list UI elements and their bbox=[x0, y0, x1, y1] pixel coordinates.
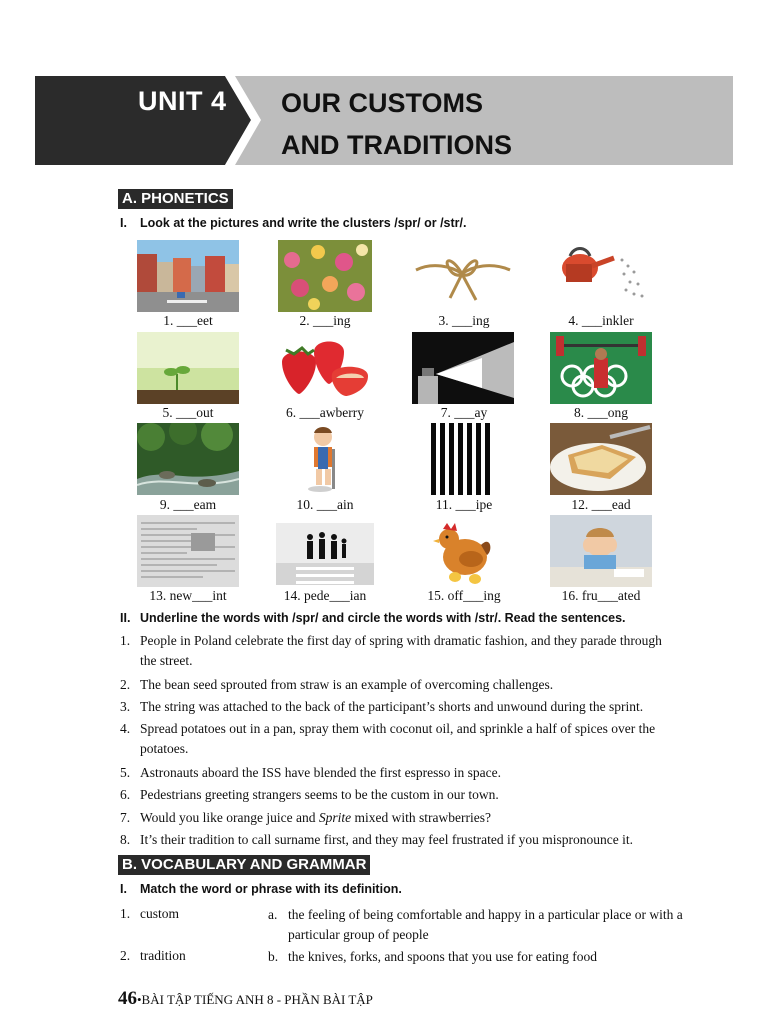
page-number: 46 bbox=[118, 988, 137, 1009]
picture-stream bbox=[137, 423, 239, 495]
picture-newsprint bbox=[137, 515, 239, 587]
picture-spring-flowers bbox=[278, 240, 380, 312]
picture-strawberry bbox=[272, 334, 374, 406]
caption-9: 9. ___eam bbox=[159, 497, 217, 512]
sentence-item: 2. The bean seed sprouted from straw is an example of overcoming challenges. bbox=[120, 677, 554, 692]
sentence-item: 3. The string was attached to the back of the participant’s shorts and unwound during the sprint. bbox=[120, 699, 644, 714]
caption-10: 10. ___ain bbox=[296, 497, 354, 512]
picture-sprout bbox=[137, 332, 239, 404]
picture-offspring-hen bbox=[433, 515, 535, 587]
picture-stripe bbox=[429, 423, 531, 495]
exercise-a2-instruction: II. Underline the words with /spr/ and circle the words with /str/. Read the sentences. bbox=[120, 611, 626, 625]
unit-title-line1: OUR CUSTOMS bbox=[281, 88, 484, 118]
picture-sprinkler bbox=[552, 240, 654, 312]
caption-14: 14. pede___ian bbox=[283, 588, 367, 603]
book-title: •BÀI TẬP TIẾNG ANH 8 - PHẦN BÀI TẬP bbox=[137, 992, 373, 1007]
sentence-item: 7. Would you like orange juice and Sprite mixed with strawberries? bbox=[120, 810, 491, 825]
exercise-a1-instruction: I. Look at the pictures and write the clusters /spr/ or /str/. bbox=[120, 216, 467, 230]
caption-4: 4. ___inkler bbox=[568, 313, 634, 328]
page-footer bbox=[118, 988, 373, 1010]
caption-15: 15. off___ing bbox=[427, 588, 501, 603]
sentence-item: 5. Astronauts aboard the ISS have blended the first espresso in space. bbox=[120, 765, 502, 780]
section-a-header: A. PHONETICS bbox=[118, 189, 233, 209]
picture-spray bbox=[412, 332, 514, 404]
match-word: 1. custom bbox=[120, 906, 179, 921]
picture-frustrated-child bbox=[550, 515, 652, 587]
caption-5: 5. ___out bbox=[162, 405, 214, 420]
caption-2: 2. ___ing bbox=[299, 313, 351, 328]
caption-1: 1. ___eet bbox=[163, 313, 213, 328]
section-b-header: B. VOCABULARY AND GRAMMAR bbox=[118, 855, 370, 875]
unit-title bbox=[281, 82, 512, 166]
caption-13: 13. new___int bbox=[149, 588, 227, 603]
caption-8: 8. ___ong bbox=[574, 405, 628, 420]
caption-16: 16. fru___ated bbox=[561, 588, 641, 603]
picture-pedestrian bbox=[276, 523, 378, 595]
exercise-b1-instruction: I. Match the word or phrase with its definition. bbox=[120, 882, 402, 896]
picture-string bbox=[412, 248, 514, 320]
match-definition: b. the knives, forks, and spoons that you use for eating food bbox=[268, 949, 597, 964]
match-word: 2. tradition bbox=[120, 948, 186, 963]
picture-spread bbox=[550, 423, 652, 495]
sentence-item: 4. Spread potatoes out in a pan, spray them with coconut oil, and sprinkle a half of spices over the potatoes. bbox=[120, 721, 656, 756]
caption-6: 6. ___awberry bbox=[286, 405, 364, 420]
picture-street bbox=[137, 240, 239, 312]
unit-title-line2: AND TRADITIONS bbox=[281, 130, 512, 160]
sentence-item: 6. Pedestrians greeting strangers seems to be the custom in our town. bbox=[120, 787, 499, 802]
picture-strong bbox=[550, 332, 652, 404]
caption-3: 3. ___ing bbox=[438, 313, 490, 328]
sentence-item: 8. It’s their tradition to call surname first, and they may feel frustrated if you mispronounce it. bbox=[120, 832, 633, 847]
caption-7: 7. ___ay bbox=[440, 405, 488, 420]
caption-11: 11. ___ipe bbox=[435, 497, 493, 512]
sentence-item: 1. People in Poland celebrate the first day of spring with dramatic fashion, and they parade through the street. bbox=[120, 633, 662, 668]
match-definition: a. the feeling of being comfortable and happy in a particular place or with a particular group of people bbox=[268, 907, 683, 942]
caption-12: 12. ___ead bbox=[571, 497, 631, 512]
unit-number: UNIT 4 bbox=[138, 86, 227, 116]
picture-strain-boy bbox=[298, 423, 400, 495]
unit-banner bbox=[35, 76, 733, 165]
